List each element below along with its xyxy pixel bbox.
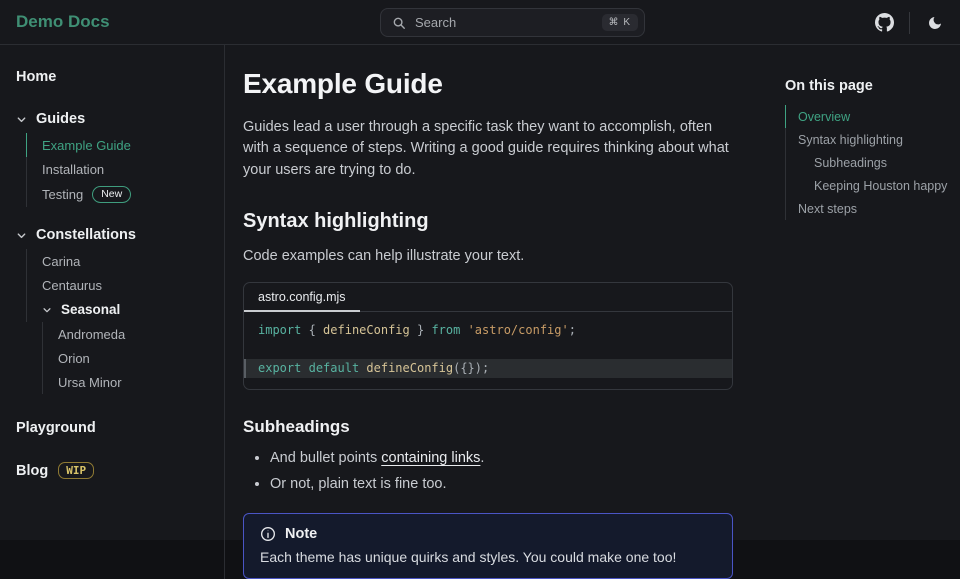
sidebar-item-label: Example Guide [42,137,131,153]
site-header [0,0,960,45]
sidebar-group-guides[interactable] [16,105,212,133]
note-header [260,526,716,542]
sidebar-group-label: Seasonal [61,302,121,317]
code-line-3-highlighted [244,359,732,378]
toc-sidebar [755,45,960,579]
sidebar-item-playground[interactable] [16,414,212,442]
sidebar-item-label: Blog [16,462,49,479]
code-token: export [258,361,302,376]
bullet-text: . [480,450,485,467]
sidebar-group-label: Constellations [36,227,136,243]
sidebar-item-testing[interactable] [26,181,212,207]
bullet-item-plain [270,476,733,492]
code-filename: astro.config.mjs [258,290,346,305]
toc-title: On this page [785,78,873,94]
toc-list [785,105,952,220]
toc-item-keeping-houston-happy[interactable]: Keeping Houston happy [785,174,952,197]
code-block [243,282,733,390]
code-tab-filename[interactable] [244,283,360,311]
note-callout [243,513,733,579]
wip-badge: WIP [58,462,94,479]
toc-item-subheadings[interactable]: Subheadings [785,151,952,174]
page-body [0,45,960,566]
code-token: ; [568,323,576,338]
header-actions [871,0,948,45]
info-icon [260,526,276,542]
chevron-down-icon [16,114,27,125]
sidebar-item-orion[interactable] [42,346,212,370]
heading-syntax-highlighting: Syntax highlighting [243,209,429,232]
bullet-text: Or not, plain text is fine too. [270,476,447,493]
sidebar-item-ursa-minor[interactable] [42,370,212,394]
site-title[interactable]: Demo Docs [16,12,110,31]
constellations-items [26,249,212,394]
guides-items [26,133,212,207]
seasonal-items [42,322,212,394]
sidebar-item-label: Ursa Minor [58,374,122,390]
code-token: ({}); [453,361,490,376]
sidebar-item-installation[interactable] [26,157,212,181]
bullet-list [243,450,733,492]
code-body[interactable] [244,312,732,389]
search-placeholder: Search [415,15,457,30]
code-token: from [431,323,461,338]
sidebar-item-blog[interactable] [16,456,212,485]
sidebar-item-andromeda[interactable] [42,322,212,346]
code-line-1 [244,321,732,340]
sidebar-item-label: Orion [58,350,90,366]
code-token: { [301,323,324,338]
code-token: defineConfig [323,323,410,338]
sidebar-group-constellations[interactable] [16,221,212,249]
new-badge: New [92,186,131,203]
search-shortcut-kbd: ⌘ K [602,14,638,31]
header-divider [909,12,910,34]
code-token: defineConfig [366,361,454,376]
code-token [301,361,308,375]
chevron-down-icon [42,305,52,315]
sidebar-group-label: Guides [36,111,86,127]
code-line-2 [244,340,732,359]
sidebar-item-label: Testing [42,186,84,202]
note-text: Each theme has unique quirks and styles. You could make one too! [260,549,677,566]
intro-paragraph: Guides lead a user through a specific task they want to accomplish, often with a sequence of steps. Writing a good guide requires thinking about what your users are trying to do. [243,119,729,178]
sidebar-item-carina[interactable] [26,249,212,273]
code-token: 'astro/config' [467,323,569,338]
sidebar-item-label: Playground [16,420,96,436]
code-token [460,323,467,337]
toc-item-next-steps[interactable]: Next steps [785,197,952,220]
sidebar-item-label: Centaurus [42,277,102,293]
page-title: Example Guide [243,68,443,99]
note-title: Note [285,526,318,543]
sidebar-item-centaurus[interactable] [26,273,212,297]
sidebar-group-seasonal[interactable] [26,297,212,322]
left-sidebar [0,45,225,579]
github-icon[interactable] [871,10,897,36]
containing-links-link[interactable]: containing links [381,450,481,467]
theme-toggle-moon-icon[interactable] [922,10,948,36]
heading-subheadings: Subheadings [243,417,350,437]
sidebar-item-label: Installation [42,161,105,177]
sidebar-item-label: Andromeda [58,326,126,342]
search-icon [392,16,406,30]
bullet-text: And bullet points [270,450,382,467]
sidebar-item-home[interactable]: Home [16,69,57,85]
toc-item-syntax-highlighting[interactable]: Syntax highlighting [785,128,952,151]
code-token: default [308,361,360,376]
bullet-item-links [270,450,733,466]
search-button[interactable] [380,8,645,37]
sidebar-item-example-guide[interactable] [26,133,212,157]
section-paragraph: Code examples can help illustrate your text. [243,247,525,264]
code-token: } [409,323,432,338]
main-content [225,45,755,579]
code-token: import [258,323,302,338]
toc-item-overview[interactable]: Overview [785,105,952,128]
code-tabs [244,283,732,312]
chevron-down-icon [16,230,27,241]
sidebar-item-label: Carina [42,253,81,269]
